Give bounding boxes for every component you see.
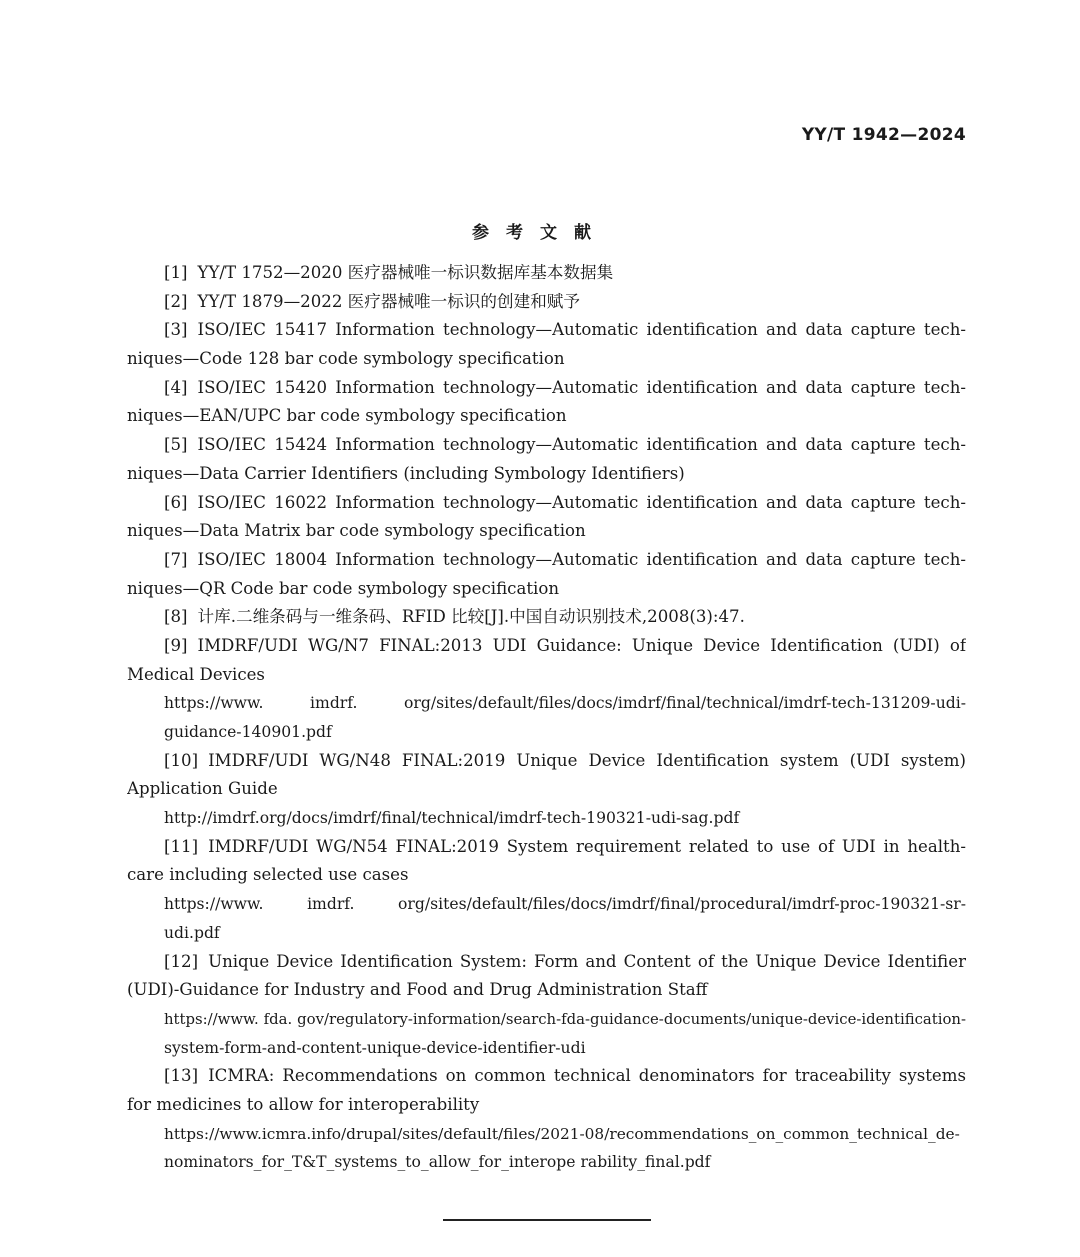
reference-url[interactable]: guidance-140901.pdf [164,723,332,741]
reference-text: IMDRF/UDI WG/N48 FINAL:2019 Unique Device Identification system (UDI system) [208,750,966,770]
reference-number: [6] [164,492,188,512]
reference-item [127,833,966,948]
reference-item [127,431,966,488]
reference-url[interactable]: https://www. fda. gov/regulatory-information/search-fda-guidance-documents/unique-device-identification- [164,1009,966,1028]
reference-url[interactable]: https://www. imdrf. org/sites/default/files/docs/imdrf/final/technical/imdrf-tech-131209-udi- [164,694,966,713]
reference-item [127,288,966,317]
reference-text: Unique Device Identification System: Form and Content of the Unique Device Identifier [208,951,966,971]
reference-number: [11] [164,836,199,856]
page-title: 参考文献 [472,223,608,243]
reference-url[interactable]: system-form-and-content-unique-device-identifier-udi [164,1038,586,1057]
reference-url[interactable]: http://imdrf.org/docs/imdrf/final/technical/imdrf-tech-190321-udi-sag.pdf [164,809,740,828]
reference-url[interactable]: https://www.icmra.info/drupal/sites/default/files/2021-08/recommendations_on_common_technical_de- [164,1124,960,1143]
reference-text: Medical Devices [127,664,265,684]
reference-text: YY/T 1752—2020 医疗器械唯一标识数据库基本数据集 [197,263,614,282]
standard-code-header: YY/T 1942—2024 [801,125,966,145]
reference-item [127,546,966,603]
reference-number: [8] [164,607,188,627]
reference-url[interactable]: https://www. imdrf. org/sites/default/files/docs/imdrf/final/procedural/imdrf-proc-190321-sr- [164,895,966,914]
reference-number: [4] [164,377,188,397]
reference-number: [13] [164,1066,199,1086]
reference-item [127,747,966,833]
reference-text: ISO/IEC 15424 Information technology—Automatic identification and data capture tech- [197,435,966,455]
reference-text: (UDI)-Guidance for Industry and Food and Drug Administration Staff [127,980,708,1000]
reference-item [127,603,966,632]
reference-number: [10] [164,750,199,770]
reference-text: ISO/IEC 18004 Information technology—Automatic identification and data capture tech- [197,549,966,569]
reference-text: niques—Data Matrix bar code symbology specification [127,521,586,541]
reference-text: ICMRA: Recommendations on common technical denominators for traceability systems [208,1066,966,1086]
reference-text: YY/T 1879—2022 医疗器械唯一标识的创建和赋予 [197,291,580,311]
footer-rule [443,1219,651,1221]
reference-url[interactable]: nominators_for_T&T_systems_to_allow_for_interope rability_final.pdf [164,1153,711,1172]
reference-list [127,259,966,1177]
reference-text: IMDRF/UDI WG/N7 FINAL:2013 UDI Guidance: Unique Device Identification (UDI) of [197,635,966,655]
reference-text: 计库.二维条码与一维条码、RFID 比较[J].中国自动识别技术,2008(3):47. [197,607,745,627]
reference-item [127,489,966,546]
reference-text: care including selected use cases [127,865,409,885]
reference-text: for medicines to allow for interoperability [127,1094,480,1114]
reference-item [127,632,966,747]
reference-number: [1] [164,263,188,282]
reference-number: [12] [164,951,199,971]
reference-number: [9] [164,635,188,655]
reference-text: niques—Data Carrier Identifiers (including Symbology Identifiers) [127,463,685,483]
reference-text: niques—Code 128 bar code symbology specification [127,349,565,369]
reference-number: [3] [164,320,188,340]
reference-item [127,1062,966,1177]
reference-url[interactable]: udi.pdf [164,923,220,942]
reference-text: niques—QR Code bar code symbology specification [127,578,560,598]
reference-text: ISO/IEC 16022 Information technology—Automatic identification and data capture tech- [197,492,966,512]
reference-number: [2] [164,291,188,311]
reference-item [127,948,966,1063]
reference-text: ISO/IEC 15420 Information technology—Automatic identification and data capture tech- [197,377,966,397]
reference-text: niques—EAN/UPC bar code symbology specification [127,406,567,426]
reference-number: [5] [164,435,188,455]
reference-text: IMDRF/UDI WG/N54 FINAL:2019 System requirement related to use of UDI in health- [208,836,966,856]
reference-item [127,374,966,431]
reference-text: ISO/IEC 15417 Information technology—Automatic identification and data capture tech- [197,320,966,340]
reference-item [127,316,966,373]
reference-text: Application Guide [127,779,278,799]
reference-number: [7] [164,549,188,569]
reference-item [127,259,966,288]
